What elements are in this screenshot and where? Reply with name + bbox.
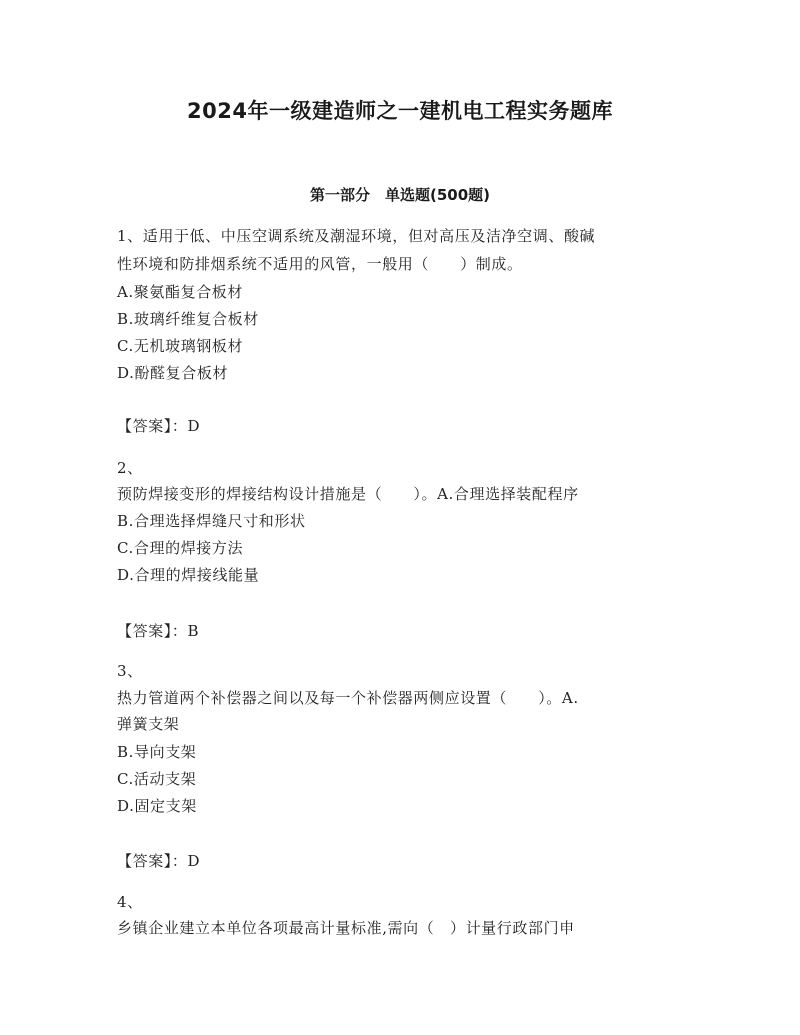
section-heading: 第一部分 单选题(500题) (309, 186, 491, 204)
answer-value: B (187, 622, 200, 640)
question-4-number: 4、 (117, 893, 143, 911)
document-title: 2024年一级建造师之一建机电工程实务题库 (187, 99, 613, 123)
question-3-text-line-1: 热力管道两个补偿器之间以及每一个补偿器两侧应设置（ ）。A. (117, 689, 579, 707)
answer-label: 【答案】： (117, 417, 188, 435)
question-1-text-line-1: 1、适用于低、中压空调系统及潮湿环境，但对高压及洁净空调、酸碱 (117, 227, 596, 245)
answer-label: 【答案】： (117, 852, 188, 870)
question-4-text-line-1: 乡镇企业建立本单位各项最高计量标准,需向（ ）计量行政部门申 (117, 919, 575, 937)
answer-label: 【答案】： (117, 622, 188, 640)
question-2-number: 2、 (117, 459, 143, 477)
question-3-option-b: B.导向支架 (117, 743, 197, 761)
question-1-option-a: A.聚氨酯复合板材 (117, 283, 244, 301)
question-1-option-c: C.无机玻璃钢板材 (117, 337, 244, 355)
answer-value: D (187, 417, 201, 435)
question-2-option-b: B.合理选择焊缝尺寸和形状 (117, 512, 306, 530)
question-3-answer (117, 851, 200, 871)
question-1-option-b: B.玻璃纤维复合板材 (117, 310, 259, 328)
question-3-text-line-2: 弹簧支架 (117, 715, 180, 733)
question-2-text-line-1: 预防焊接变形的焊接结构设计措施是（ ）。A.合理选择装配程序 (117, 485, 579, 503)
question-1-text-line-2: 性环境和防排烟系统不适用的风管，一般用（ ）制成。 (117, 255, 523, 273)
question-1-option-d: D.酚醛复合板材 (117, 364, 229, 382)
question-2-answer (117, 621, 199, 641)
question-2-option-c: C.合理的焊接方法 (117, 539, 244, 557)
question-3-option-c: C.活动支架 (117, 770, 197, 788)
question-3-option-d: D.固定支架 (117, 797, 197, 815)
question-2-option-d: D.合理的焊接线能量 (117, 566, 260, 584)
question-1-answer (117, 416, 200, 436)
answer-value: D (187, 852, 201, 870)
question-3-number: 3、 (117, 662, 143, 680)
